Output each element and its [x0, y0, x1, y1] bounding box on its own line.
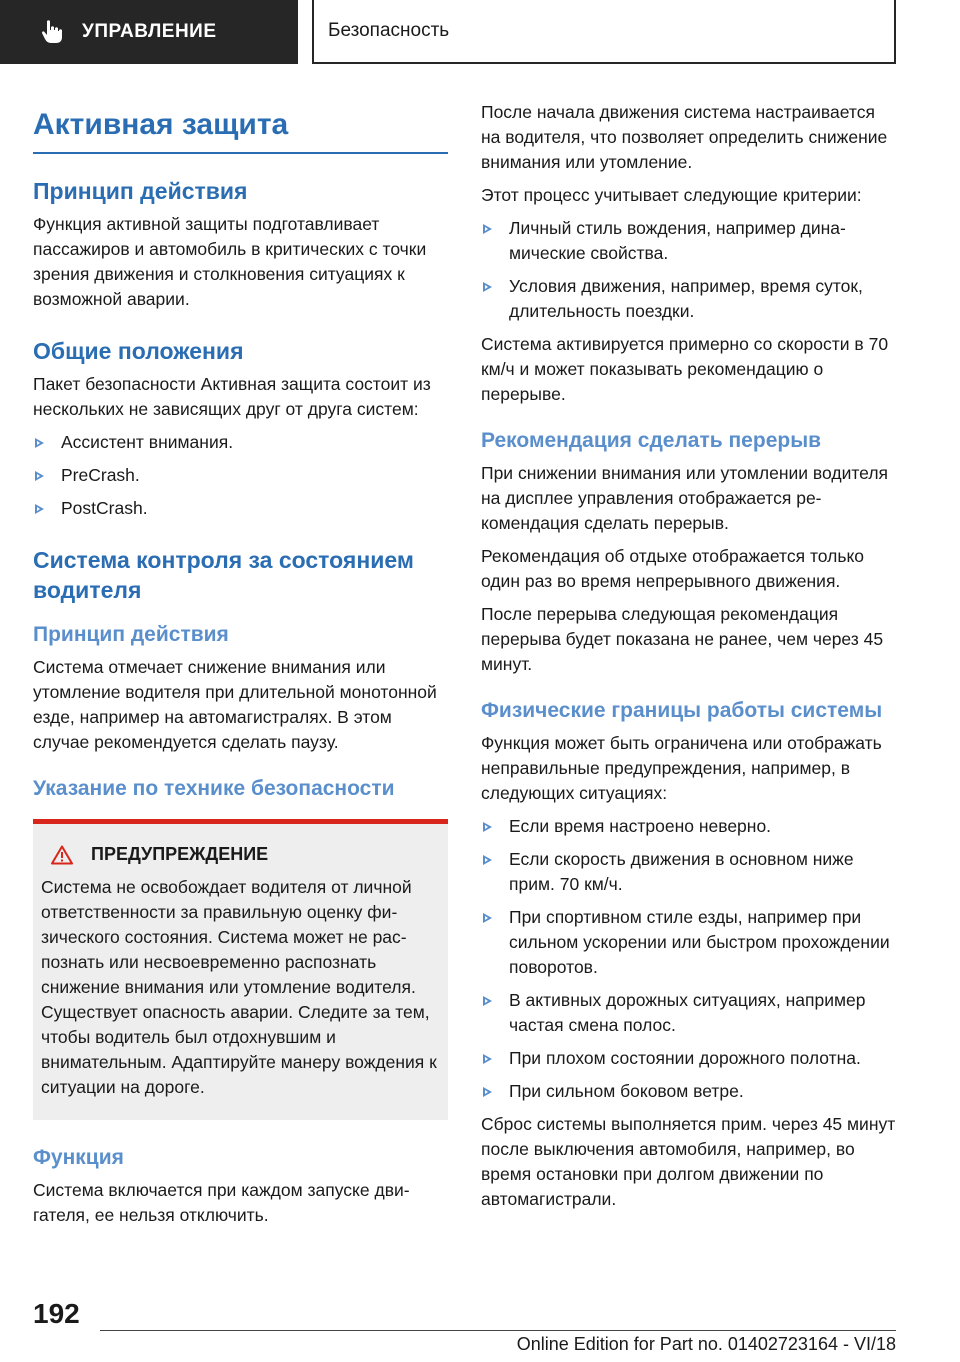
paragraph-general: Пакет безопасности Активная защита состоит из нескольких не зависящих друг от друга систем:: [33, 374, 431, 419]
heading-principle-2: Принцип действия: [33, 623, 229, 646]
heading-limits: Физические границы работы системы: [481, 699, 883, 722]
list-item: При спортивном стиле езды, например при сильном ускорении или быстром прохождении поворотов.: [481, 905, 896, 980]
heading-general: Общие положения: [33, 338, 244, 364]
hand-pointer-icon: [40, 19, 66, 45]
list-item: В активных дорожных ситуациях, например частая смена полос.: [481, 988, 896, 1038]
list-item: PreCrash.: [33, 463, 448, 488]
edition-text: Online Edition for Part no. 01402723164 - VI/18: [516, 1334, 896, 1354]
list-item: Если скорость движения в основном ниже прим. 70 км/ч.: [481, 847, 896, 897]
warning-box: [33, 819, 448, 1120]
footer-divider: [100, 1330, 896, 1331]
paragraph-activation: Система активируется примерно со скорости в 70 км/ч и может показывать рекомендацию о перерыве.: [481, 334, 889, 404]
page-number: 192: [33, 1298, 80, 1329]
heading-principle: Принцип действия: [33, 178, 248, 204]
warning-title: [41, 842, 440, 867]
page-header: [0, 0, 960, 66]
paragraph-limits: Функция может быть ограничена или отображать неправильные предупреждения, например, в следующих ситуациях:: [481, 733, 882, 803]
chapter-label: УПРАВЛЕНИЕ: [82, 21, 217, 42]
paragraph-break-1: При снижении внимания или утомлении водителя на дисплее управления отображается рекомендация сделать перерыв.: [481, 463, 889, 533]
warning-text: Система не освобождает водителя от личной ответственности за правильную оценку физического состояния. Система может не распознать или несвоевременно распознать снижение внимания или утомление водителя. Существует опасность аварии. Следите за тем, чтобы водитель был отдохнувшим и внимательным. Адаптируйте манеру вождения к ситуации на дороге.: [41, 877, 437, 1097]
heading-safety: Указание по технике безопасности: [33, 777, 395, 800]
footer-edition: [517, 1334, 896, 1355]
list-item: PostCrash.: [33, 496, 448, 521]
chapter-tab[interactable]: [0, 0, 298, 64]
paragraph-principle-2: Система отмечает снижение внимания или утомление водителя при длительной монотонной езде, например на автомагистралях. В этом случае рекомендуется сделать паузу.: [33, 657, 437, 752]
list-item: При сильном боковом ветре.: [481, 1079, 896, 1104]
right-column: [481, 100, 896, 1220]
paragraph-reset: Сброс системы выполняется прим. через 45 минут после выключения автомобиля, например, во время остановки при долгом движении по автомагистрали.: [481, 1114, 896, 1209]
list-item: Личный стиль вождения, например динамические свойства.: [481, 216, 896, 266]
page-title: Активная защита: [33, 106, 448, 154]
paragraph-after-start: После начала движения система настраивается на водителя, что позволяет определить снижение внимания или утомление.: [481, 102, 888, 172]
paragraph-criteria: Этот процесс учитывает следующие критерии:: [481, 185, 862, 205]
general-list: [33, 430, 448, 521]
paragraph-break-2: Рекомендация об отдыхе отображается только один раз во время непрерывного движения.: [481, 546, 865, 591]
list-item: Ассистент внимания.: [33, 430, 448, 455]
list-item: При плохом состоянии дорожного полотна.: [481, 1046, 896, 1071]
criteria-list: [481, 216, 896, 324]
left-column: [33, 100, 448, 1236]
limits-list: [481, 814, 896, 1104]
list-item: Условия движения, например, время суток, длительность поездки.: [481, 274, 896, 324]
paragraph-principle: Функция активной защиты подготавливает пассажиров и автомобиль в критических с точки зрения движения и столкновения ситуациях к возможной аварии.: [33, 214, 427, 309]
warning-title-text: ПРЕДУПРЕЖДЕНИЕ: [91, 844, 269, 864]
warning-triangle-icon: [51, 845, 73, 865]
list-item: Если время настроено неверно.: [481, 814, 896, 839]
paragraph-function: Система включается при каждом запуске двигателя, ее нельзя отключить.: [33, 1180, 410, 1225]
heading-break: Рекомендация сделать перерыв: [481, 429, 822, 452]
section-label: Безопасность: [312, 0, 896, 64]
heading-driver-monitoring: Система контроля за состоянием водителя: [33, 547, 414, 603]
heading-function: Функция: [33, 1146, 124, 1169]
paragraph-break-3: После перерыва следующая рекомендация перерыва будет показана не ранее, чем через 45 минут.: [481, 604, 884, 674]
